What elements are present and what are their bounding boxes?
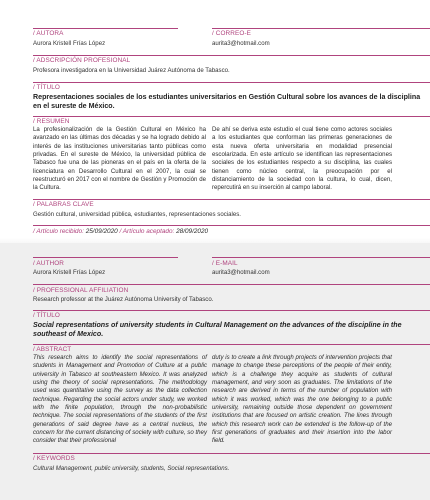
- title-rule: [33, 310, 430, 311]
- author-rule: [33, 257, 178, 258]
- email-value: aurita3@hotmail.com: [212, 269, 270, 276]
- titulo-rule: [33, 82, 430, 83]
- abstract-label: / ABSTRACT: [33, 346, 72, 353]
- palabras-label: / PALABRAS CLAVE: [33, 201, 94, 208]
- aceptado-label: / Artículo aceptado:: [119, 228, 175, 235]
- abstract-column-2: duty is to create a link through projects of intervention projects that manage to change these perceptions of the people of their entity, which is a challenge they acquire as students of cultural management, and very soon as graduates. The limitations of the research are derived in terms of the number of population with which it was worked, which was the one belonging to a public university, remaining outside those dependent on government institutions that are focused on artistic creation. The lines through which this research work can be extended is the follow-up of the first generations of graduates and their insertion into the labor field.: [212, 354, 392, 445]
- resumen-label: / RESUMEN: [33, 118, 70, 125]
- abstract-rule: [33, 344, 430, 345]
- title-label: / TÍTULO: [33, 312, 60, 319]
- affiliation-label: / PROFESSIONAL AFFILIATION: [33, 287, 129, 294]
- affiliation-rule: [33, 284, 430, 285]
- keywords-label: / KEYWORDS: [33, 455, 75, 462]
- email-label: / E-MAIL: [212, 260, 238, 267]
- resumen-column-2: De ahí se deriva este estudio el cual tiene como actores sociales a los estudiantes que conforman las primeras generaciones de esta nueva oferta universitaria en modalidad presencial escolarizada. En este artículo se identifican las representaciones sociales de los estudiantes respecto a su disciplina, las cuales tienen como núcleo central, la preocupación por el distanciamiento de la sociedad con la cultura, lo cual, dicen, repercutirá en su inserción al campo laboral.: [212, 126, 392, 192]
- correo-rule: [212, 28, 430, 29]
- aceptado-value: 28/09/2020: [176, 228, 209, 235]
- autora-label: / AUTORA: [33, 30, 64, 37]
- correo-value: aurita3@hotmail.com: [212, 40, 270, 47]
- resumen-rule: [33, 116, 430, 117]
- correo-label: / CORREO-E: [212, 30, 251, 37]
- palabras-rule: [33, 199, 430, 200]
- recibido-label: / Artículo recibido:: [33, 228, 84, 235]
- palabras-value: Gestión cultural, universidad pública, estudiantes, representaciones sociales.: [33, 211, 241, 218]
- adscripcion-value: Profesora investigadora en la Universidad Juárez Autónoma de Tabasco.: [33, 67, 230, 74]
- titulo-value: Representaciones sociales de los estudiantes universitarios en Gestión Cultural sobre los avances de la disciplina en el sureste de México.: [33, 93, 421, 111]
- recibido-value: 25/09/2020: [85, 228, 118, 235]
- abstract-column-1: This research aims to identify the social representations of students in Management and Promotion of Culture at a public university in Tabasco at southeastern Mexico. It was analyzed using the theory of social representations. The methodology used was quantitative using the survey as the data collection technique. Regarding the social actors under study, we worked with the finite population, through the non-probabilistic technique. The social representations of the students of the first generations of said degree have as a central nucleus, the concern for the current distancing of society with culture, so they consider that their professional: [33, 354, 207, 445]
- author-value: Aurora Kristell Frías López: [33, 269, 106, 276]
- keywords-rule: [33, 453, 430, 454]
- dates-rule: [33, 225, 430, 226]
- adscripcion-rule: [33, 55, 430, 56]
- author-label: / AUTHOR: [33, 260, 64, 267]
- resumen-column-1: La profesionalización de la Gestión Cultural en México ha avanzado en las últimas dos décadas y se ha logrado debido al interés de las instituciones universitarias tanto públicas como privadas. En el sureste de México, la universidad pública de Tabasco fue una de las pioneras en el país en la oferta de la licenciatura en Desarrollo Cultural en el 2007, la cual se reestructuró en 2017 con el nombre de Gestión y Promoción de la Cultura.: [33, 126, 206, 192]
- spanish-metadata-section: [0, 0, 430, 243]
- autora-value: Aurora Kristell Frías López: [33, 40, 106, 47]
- affiliation-value: Research professor at the Juárez Autónoma University of Tabasco.: [33, 296, 214, 303]
- adscripcion-label: / ADSCRIPCIÓN PROFESIONAL: [33, 57, 131, 64]
- email-rule: [212, 257, 430, 258]
- autora-rule: [33, 28, 178, 29]
- english-metadata-section: [0, 243, 430, 500]
- keywords-value: Cultural Management, public university, students, Social representations.: [33, 465, 230, 472]
- title-value: Social representations of university students in Cultural Management on the advances of the discipline in the southeast of Mexico.: [33, 321, 402, 339]
- article-dates: [33, 228, 208, 235]
- titulo-label: / TÍTULO: [33, 84, 60, 91]
